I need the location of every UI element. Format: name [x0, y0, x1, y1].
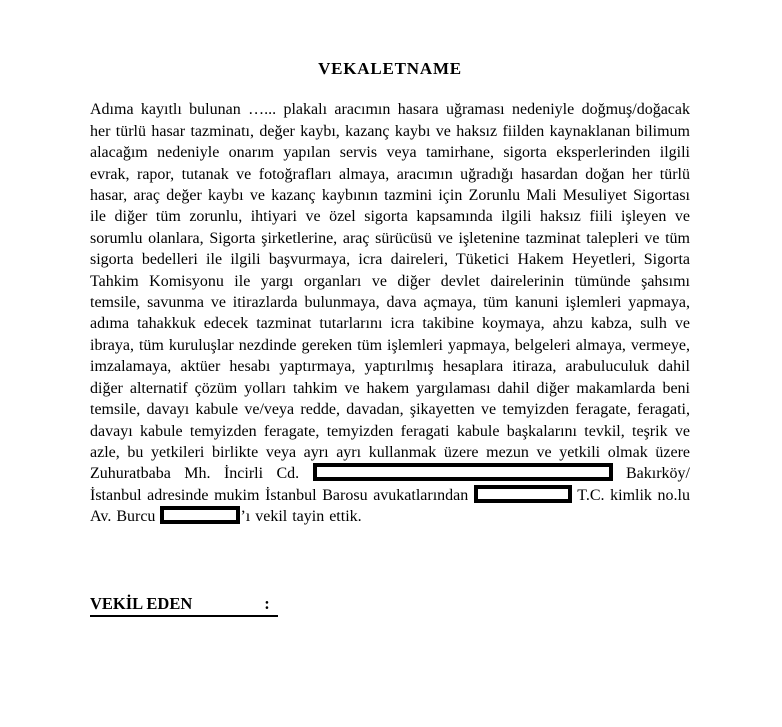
vekil-eden-label: VEKİL EDEN	[90, 593, 193, 613]
vekil-eden-heading	[90, 594, 690, 617]
redaction-box-id-number	[474, 485, 572, 503]
vekil-eden-underline	[90, 594, 278, 617]
redaction-box-address	[313, 463, 613, 481]
document-title: VEKALETNAME	[318, 59, 462, 78]
vekil-eden-colon: :	[264, 593, 270, 613]
redaction-box-surname	[160, 506, 240, 524]
document-body-paragraph: Adıma kayıtlı bulunan …... plakalı aracımın hasara uğraması nedeniyle doğmuş/doğacak her türlü hasar tazminatı, değer kaybı, kazanç kaybı ve haksız fiilden kaynaklanan bilimum alacağım nedeniyle onarım yapılan servis veya tamirhane, sigorta eksperlerinden ilgili evrak, rapor, tutanak ve fotoğrafları almaya, aracımın uğradığı hasardan doğan her türlü hasar, araç değer kaybı ve kazanç kaybının tazmini için Zorunlu Mali Mesuliyet Sigortası ile diğer tüm zorunlu, ihtiyari ve özel sigorta kapsamında ilgili haksız fiili işleyen ve sorumlu olanlara, Sigorta şirketlerine, araç sürücüsü ve işletenine tazminat talepleri ve tüm sigorta bedelleri ile ilgili başvurmaya, icra daireleri, Tüketici Hakem Heyetleri, Sigorta Tahkim Komisyonu ile yargı organları ve diğer devlet dairelerinin tümünde şahsımı temsile, savunma ve itirazlarda bulunmaya, dava açmaya, tüm kanuni işlemleri yapmaya, adıma tahakkuk edecek tazminat tutarlarını icra takibine koymaya, ahzu kabza, sulh ve ibraya, tüm kuruluşlar nezdinde gereken tüm işlemleri yapmaya, belgeleri almaya, vermeye, imzalamaya, aktüer hesabı yaptırmaya, yaptırılmış hesaplara itiraza, arabuluculuk dahil diğer alternatif çözüm yolları tahkim ve hakem yargılaması dahil diğer makamlarda beni temsile, davayı kabule ve/veya redde, davadan, şikayetten ve temyizden feragate, feragati, davayı kabule temyizden feragate, temyizden feragati kabule başkalarını tevkil, teşrik ve azle, bu yetkileri birlikte veya ayrı ayrı kullanmak üzere mezun ve yetkili olmak üzere Zuhuratbaba Mh. İncirli Cd. Bakırköy/İstanbul adresinde mukim İstanbul Barosu avukatlarından T.C. kimlik no.lu Av. Burcu ’ı vekil tayin ettik.	[90, 101, 691, 526]
